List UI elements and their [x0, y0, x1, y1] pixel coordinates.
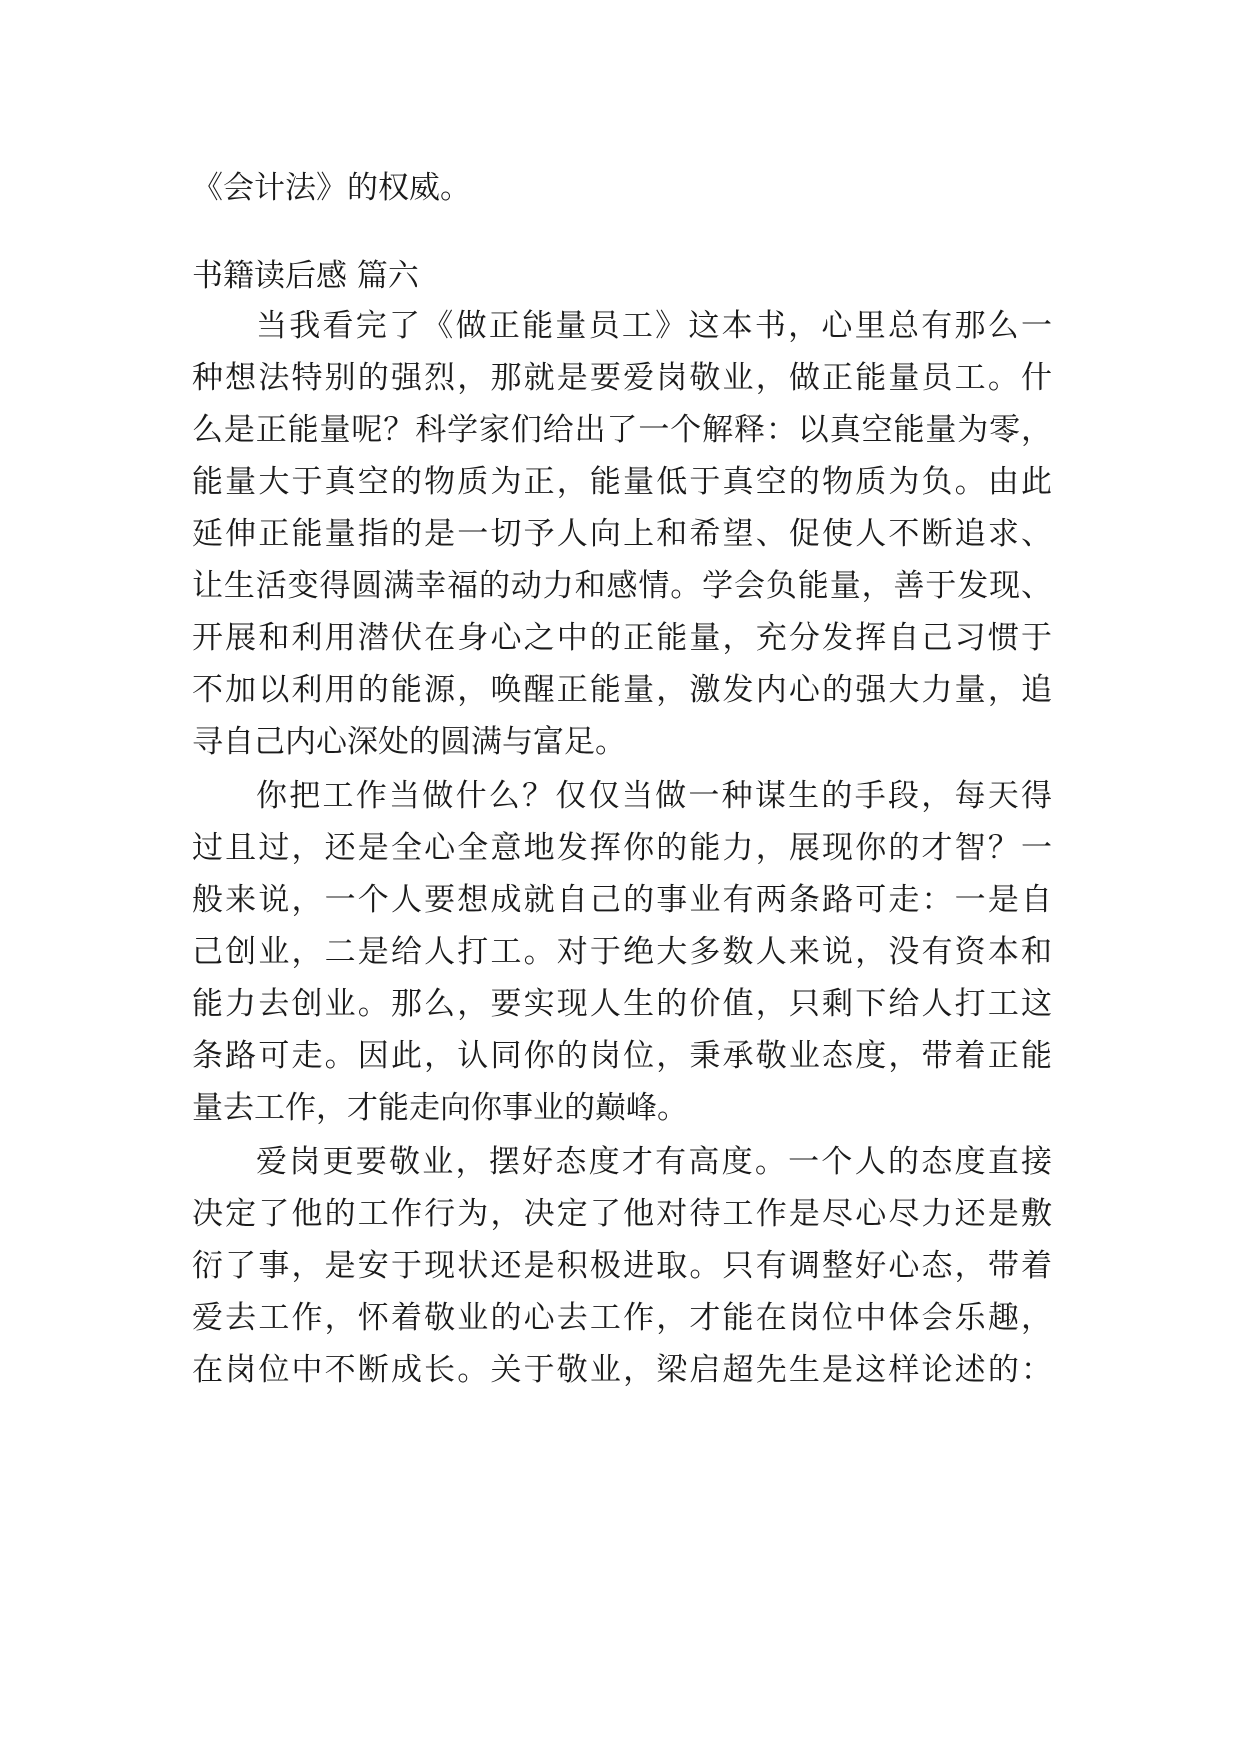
- text-line: 开展和利用潜伏在身心之中的正能量，充分发挥自己习惯于: [192, 620, 1052, 656]
- text-line: 能量大于真空的物质为正，能量低于真空的物质为负。由此: [192, 464, 1052, 500]
- text-line: 量去工作，才能走向你事业的巅峰。: [192, 1090, 688, 1126]
- text-line: 过且过，还是全心全意地发挥你的能力，展现你的才智？一: [192, 830, 1052, 866]
- text-line: 种想法特别的强烈，那就是要爱岗敬业，做正能量员工。什: [192, 360, 1052, 396]
- text-line: 不加以利用的能源，唤醒正能量，激发内心的强大力量，追: [192, 672, 1052, 708]
- text-line: 爱岗更要敬业，摆好态度才有高度。一个人的态度直接: [256, 1144, 1052, 1180]
- text-line: 爱去工作，怀着敬业的心去工作，才能在岗位中体会乐趣，: [192, 1300, 1052, 1336]
- text-line: 当我看完了《做正能量员工》这本书，心里总有那么一: [256, 308, 1052, 344]
- text-line: 般来说，一个人要想成就自己的事业有两条路可走：一是自: [192, 882, 1052, 918]
- section-heading: 书籍读后感 篇六: [192, 258, 419, 294]
- text-line: 决定了他的工作行为，决定了他对待工作是尽心尽力还是敷: [192, 1196, 1052, 1232]
- text-line: 《会计法》的权威。: [192, 170, 471, 206]
- text-line: 让生活变得圆满幸福的动力和感情。学会负能量，善于发现、: [192, 568, 1052, 604]
- text-line: 么是正能量呢？科学家们给出了一个解释：以真空能量为零，: [192, 412, 1052, 448]
- text-line: 你把工作当做什么？仅仅当做一种谋生的手段，每天得: [256, 778, 1052, 814]
- text-line: 在岗位中不断成长。关于敬业，梁启超先生是这样论述的：: [192, 1352, 1052, 1388]
- text-line: 寻自己内心深处的圆满与富足。: [192, 724, 626, 760]
- text-line: 己创业，二是给人打工。对于绝大多数人来说，没有资本和: [192, 934, 1052, 970]
- text-line: 条路可走。因此，认同你的岗位，秉承敬业态度，带着正能: [192, 1038, 1052, 1074]
- text-line: 延伸正能量指的是一切予人向上和希望、促使人不断追求、: [192, 516, 1052, 552]
- text-line: 衍了事，是安于现状还是积极进取。只有调整好心态，带着: [192, 1248, 1052, 1284]
- text-line: 能力去创业。那么，要实现人生的价值，只剩下给人打工这: [192, 986, 1052, 1022]
